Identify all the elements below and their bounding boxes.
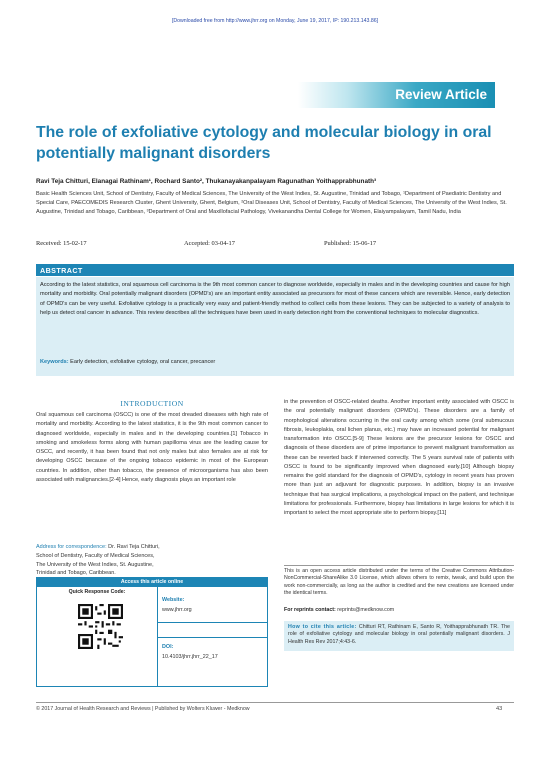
- reprints-contact: [284, 607, 514, 613]
- correspondence-line: School of Dentistry, Faculty of Medical Sciences,: [36, 552, 155, 559]
- page-number: 43: [496, 706, 503, 712]
- download-note[interactable]: [Downloaded free from http://www.jhrr.org on Monday, June 19, 2017, IP: 190.213.143.86]: [171, 18, 379, 24]
- qr-code-icon[interactable]: [78, 604, 123, 649]
- abstract-header: [36, 264, 514, 276]
- keywords-list: Early detection, exfoliative cytology, oral cancer, precancer: [70, 359, 216, 365]
- access-box-heading: Access this article online: [36, 577, 268, 587]
- author-list: Ravi Teja Chitturi, Elanagai Rathinam¹, Rochard Santo², Thukanayakanpalayam Ragunathan Yoithapprabhunath³: [36, 178, 377, 185]
- footer-text: © 2017 Journal of Health Research and Reviews | Published by Wolters Kluwer - Medknow: [36, 706, 250, 712]
- abstract-text: According to the latest statistics, oral squamous cell carcinoma is the 9th most common cancer to diagnose worldwide, especially in males and in the developing countries and cause for high mortality and morbidity. Oral potentially malignant disorders (OPMD's) are an important entity associated as precursors for most of these cancers which are reversible. Hence, early detection of OPMD's can be very useful. Exfoliative cytology is a practically very easy and patient-friendly method to collect cells from these lesions. They can be subjected to a variety of analysis to help us detect oral cancer in advance. This review describes all the techniques have been used in early detection right from the conventional techniques to molecular diagnostics.: [40, 282, 510, 316]
- keywords-label: Keywords:: [40, 359, 69, 365]
- correspondence-label: Address for correspondence:: [36, 544, 107, 550]
- abstract-heading: ABSTRACT: [40, 266, 83, 275]
- article-title: The role of exfoliative cytology and molecular biology in oral potentially malignant disorders: [36, 124, 492, 162]
- citation: [288, 624, 510, 646]
- divider: [158, 637, 268, 638]
- received-date: Received: 15-02-17: [36, 240, 87, 247]
- citation-text: Chitturi RT, Rathinam E, Santo R, Yoithapprabhunath TR. The role of exfoliative cytology and molecular biology in oral potentially malignant disorders. J Health Res Rev 2017;4:43-6.: [288, 624, 510, 645]
- article-type-banner: [298, 82, 495, 108]
- reprints-label: For reprints contact:: [284, 607, 336, 613]
- website-label: Website:: [162, 597, 185, 603]
- correspondence-line: The University of the West Indies, St. Augustine,: [36, 561, 154, 568]
- correspondence-name: Dr. Ravi Teja Chitturi,: [108, 544, 160, 550]
- doi-label: DOI:: [162, 644, 174, 650]
- introduction-left-column: Oral squamous cell carcinoma (OSCC) is one of the most dreaded diseases with high rate of mortality and morbidity. According to the latest statistics, it is the 9th most common cancer to diagnosed worldwide, especially in males and in the developing countries.[1] Tobacco in smoking and smokeless forms along with human papilloma virus are the leading cause for OSCC, and recently, it has been found that not only males but also females are at risk for developing OSCC because of the ongoing tobacco epidemic in most of the European countries. In addition, other than tobacco, the presence of microorganisms has also been associated with malignancies.[2-4] Hence, early diagnosis plays an important role: [36, 412, 268, 483]
- introduction-right-column: in the prevention of OSCC-related deaths. Another important entity associated with OSCC is the oral potentially malignant disorders (OPMD's). These disorders are a family of morphological alterations occurring in the oral cavity among which some (oral submucous fibrosis, leukoplakia, oral lichen planus, etc.) may have an increased potential for malignant transformation into OSCC.[5-9] These lesions are the precursor lesions for OSCC and diagnosis of these disorders are of prime importance to prevent malignant transformation as these can be reverted back if intervened correctly. The 5 years survival rate of patients with OSCC is found to be significantly improved when diagnosed early.[10] Although biopsy remains the gold standard for the diagnosis of OPMD's, cytology in recent years has proven more than just an adjuvant for diagnostic purposes. In addition, biopsy is an invasive technique that has surgical implications, a psychological impact on the patient, and technique limitations for professionals. Furthermore, biopsy has limitations in large lesions for which it is important to select the most appropriate site to perform biopsy.[11]: [284, 399, 514, 516]
- published-date: Published: 15-06-17: [324, 240, 377, 247]
- introduction-heading: INTRODUCTION: [120, 399, 184, 408]
- footer-divider: [36, 702, 514, 703]
- qr-label: Quick Response Code:: [68, 589, 126, 595]
- affiliations: Basic Health Sciences Unit, School of Dentistry, Faculty of Medical Sciences, The University of the West Indies, St. Augustine, Trinidad and Tobago, ¹Department of Paediatric Dentistry and Special Care, PAECOMEDIS Research Cluster, Ghent University, Ghent, Belgium, ²Oral Diseases Unit, School of Dentistry, Faculty of Medical Sciences, The University of the West Indies, St. Augustine, Trinidad and Tobago, Caribbean, ³Department of Oral and Maxillofacial Pathology, Vivekanandha Dental College for Women, Elaiyampalayam, Tamil Nadu, India: [36, 191, 507, 215]
- article-type-label: Review Article: [395, 87, 487, 102]
- correspondence-line: Trinidad and Tobago, Caribbean.: [36, 570, 116, 577]
- citation-label: How to cite this article:: [288, 624, 357, 630]
- license-note: This is an open access article distributed under the terms of the Creative Commons Attribution-NonCommercial-ShareAlike 3.0 License, which allows others to remix, tweak, and build upon the work non-commercially, as long as the author is credited and the new creations are licensed under the identical terms.: [284, 565, 514, 598]
- accepted-date: Accepted: 03-04-17: [184, 240, 235, 247]
- keywords: [40, 359, 510, 365]
- doi-link[interactable]: 10.4103/jhrr.jhrr_22_17: [162, 654, 218, 660]
- divider: [158, 622, 268, 623]
- reprints-email[interactable]: reprints@medknow.com: [337, 607, 395, 613]
- website-link[interactable]: www.jhrr.org: [162, 607, 192, 613]
